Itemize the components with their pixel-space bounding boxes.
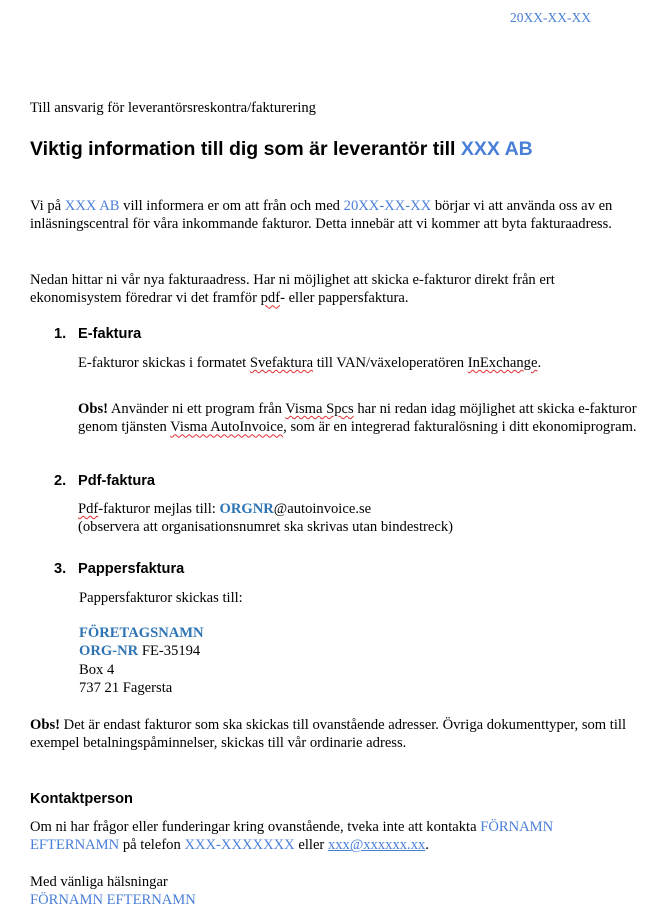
pdf-text: -fakturor mejlas till: [98,501,220,517]
efaktura-obs-text-1: Använder ni ett program från [108,401,286,417]
document-date: 20XX-XX-XX [510,10,591,25]
para2-text-1: Nedan hittar ni vår nya fakturaadress. Har ni möjlighet att skicka e-fakturor direkt från ert ekonomisystem föredrar vi det framför [30,272,555,307]
contact-text-4: . [425,837,429,854]
obs-note [30,716,640,753]
efaktura-obs [78,400,638,437]
contact-text-1: Om ni har frågor eller funderingar kring ovanstående, tveka inte att kontakta [30,819,481,835]
efaktura-obs-text-3: , som är en integrerad fakturalösning i ditt ekonomiprogram. [283,419,637,436]
efaktura-obs-label: Obs! [78,401,109,417]
address-company: FÖRETAGSNAMN [79,625,204,641]
para2-pdf-word: pdf [260,290,281,307]
contact-name: FÖRNAMN EFTERNAMN [30,819,554,854]
obs-note-label: Obs! [30,717,61,733]
pdf-note-line: (observera att organisationsnumret ska skrivas utan bindestreck) [78,519,454,535]
intro-company: XXX AB [64,198,120,214]
section-1-heading: E-faktura [78,326,142,342]
intro-text-1: Vi på [30,198,65,214]
efaktura-body [78,354,638,372]
paper-intro: Pappersfakturor skickas till: [79,590,243,606]
address-fe: FE-35194 [138,643,201,660]
efaktura-text-1: E-fakturor skickas i formatet [78,355,250,371]
recipient-line: Till ansvarig för leverantörsreskontra/fakturering [30,100,316,116]
address-box: Box 4 [79,661,115,678]
para2-text-2: - eller pappersfaktura. [280,290,409,307]
obs-note-text: Det är endast fakturor som ska skickas till ovanstående adresser. Övriga dokumenttyper, som till exempel betalningspåminnelser, skickas till vår ordinarie adress. [30,717,627,752]
efaktura-inexchange: InExchange [467,355,538,371]
closing-greeting: Med vänliga hälsningar [30,874,168,890]
pdf-domain: @autoinvoice.se [273,501,372,517]
contact-email-link[interactable]: xxx@xxxxxx.xx [327,837,426,854]
address-block [79,624,204,698]
intro-text-3: börjar vi att använda oss av en inläsningscentral för våra inkommande fakturor. Detta innebär att vi kommer att byta fakturaadress. [30,198,613,233]
efaktura-text-3: . [537,355,542,371]
address-orgnr-line [79,642,204,660]
efaktura-text-2: till VAN/växeloperatören [313,355,468,371]
intro-date: 20XX-XX-XX [343,198,432,214]
contact-text-2: på telefon [119,837,185,854]
title-company: XXX AB [460,138,533,160]
address-city: 737 21 Fagersta [79,680,173,697]
address-info-paragraph [30,271,640,308]
efaktura-obs-autoinvoice: Visma AutoInvoice [170,419,284,436]
contact-text-3: eller [294,837,328,854]
contact-paragraph [30,818,640,855]
efaktura-svefaktura: Svefaktura [249,355,314,371]
section-2-heading: Pdf-faktura [78,473,156,489]
section-3-number: 3. [54,561,67,577]
page-title [30,138,533,161]
title-text: Viktig information till dig som är leverantör till [30,138,461,160]
section-3-heading: Pappersfaktura [78,561,185,577]
intro-text-2: vill informera er om att från och med [119,198,344,214]
contact-phone: XXX-XXXXXXX [184,837,295,854]
contact-heading: Kontaktperson [30,791,133,807]
address-orgnr: ORG-NR [79,643,139,660]
efaktura-obs-spcs: Visma Spcs [285,401,354,417]
intro-paragraph [30,197,640,234]
pdf-word: Pdf [78,501,99,517]
section-2-number: 2. [54,473,67,489]
closing-block [30,873,196,910]
closing-name: FÖRNAMN EFTERNAMN [30,892,196,909]
section-1-number: 1. [54,326,67,342]
pdf-orgnr: ORGNR [219,501,274,517]
efaktura-obs-text-2: har ni redan idag möjlighet att skicka e-fakturor genom tjänsten [78,401,637,436]
pdf-email-line [78,500,638,518]
